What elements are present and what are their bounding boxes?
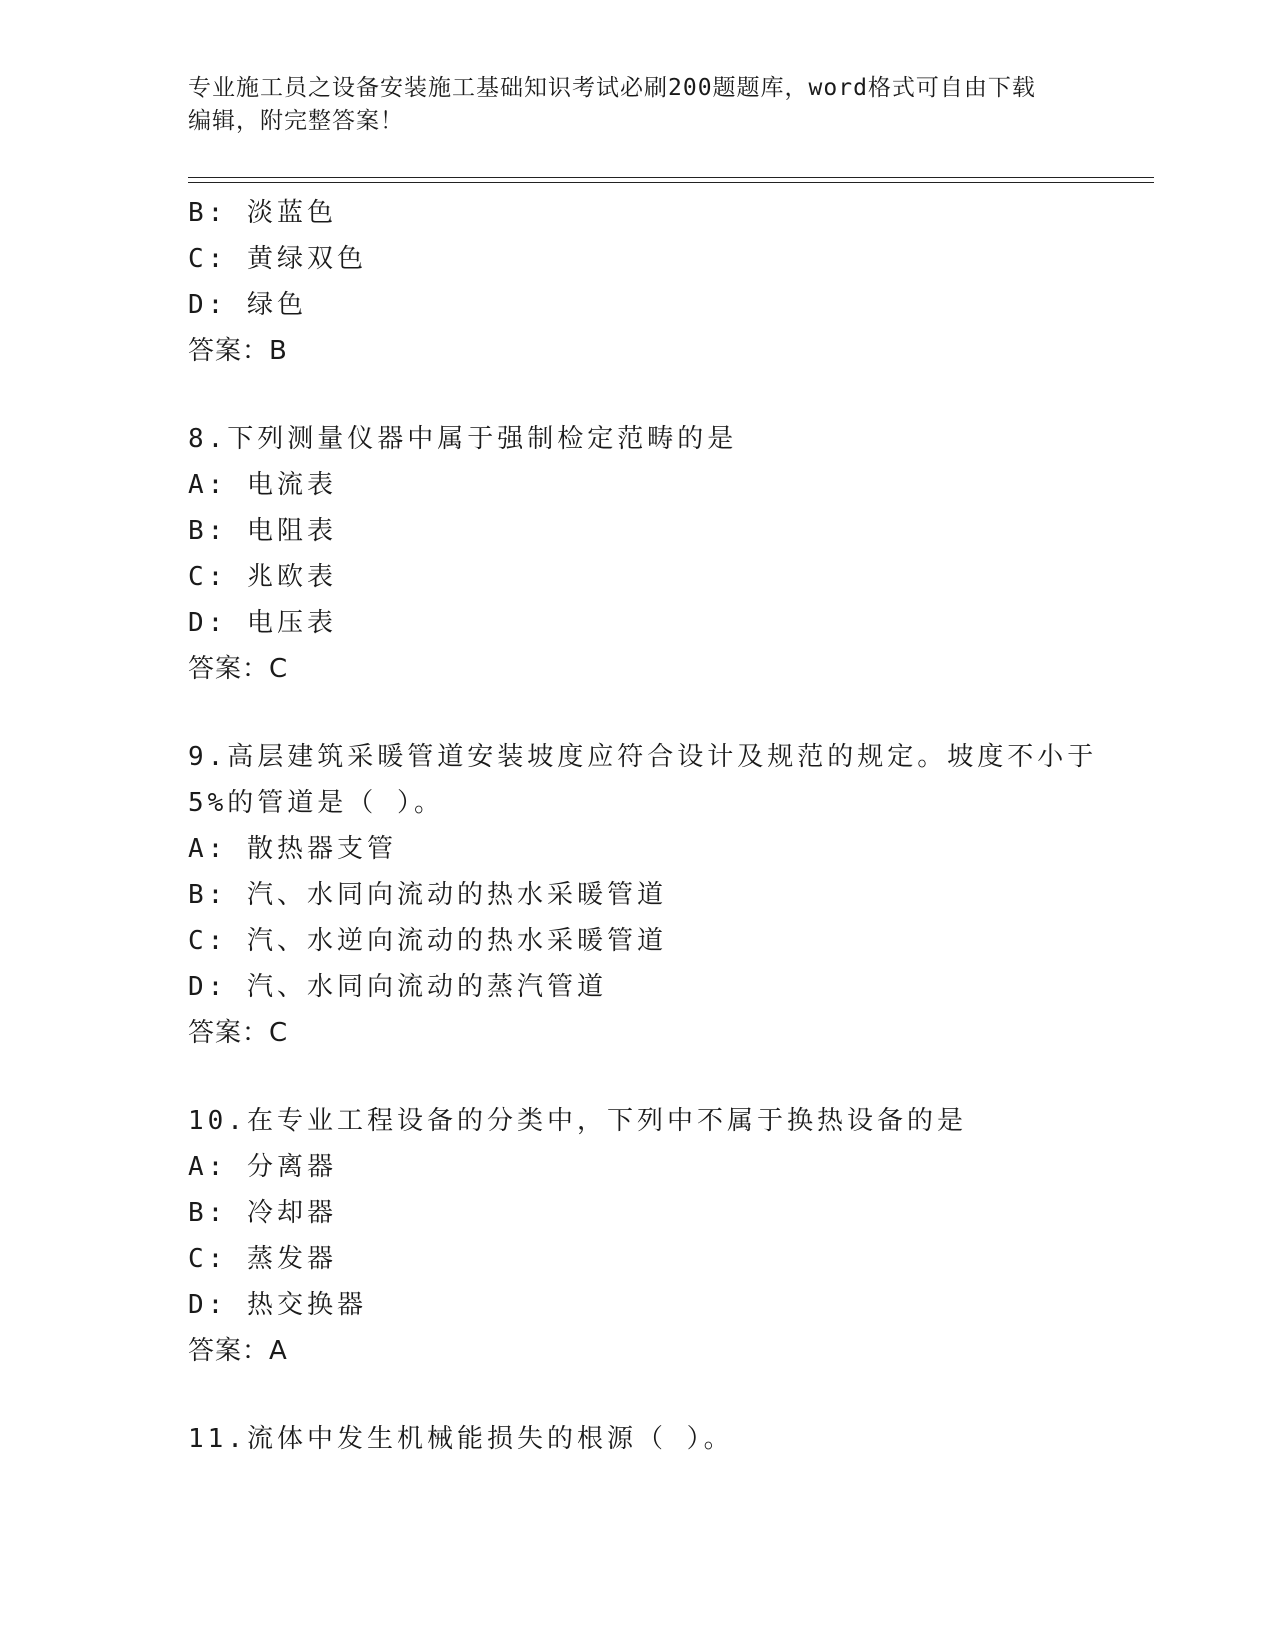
q8-option-a: A: 电流表 <box>188 470 337 500</box>
spacer <box>188 1056 1154 1098</box>
q8-answer: 答案：C <box>188 654 289 684</box>
question-8-block <box>188 416 1154 692</box>
spacer <box>188 692 1154 734</box>
q10-option-c: C: 蒸发器 <box>188 1244 337 1274</box>
q9-option-a: A: 散热器支管 <box>188 834 397 864</box>
spacer <box>188 374 1154 416</box>
question-10-block <box>188 1098 1154 1374</box>
q9-answer: 答案：C <box>188 1018 289 1048</box>
q8-question: 8.下列测量仪器中属于强制检定范畴的是 <box>188 424 738 454</box>
q9-option-b: B: 汽、水同向流动的热水采暖管道 <box>188 880 667 910</box>
q9-option-c: C: 汽、水逆向流动的热水采暖管道 <box>188 926 667 956</box>
question-list <box>188 190 1154 1462</box>
q9-option-d: D: 汽、水同向流动的蒸汽管道 <box>188 972 607 1002</box>
q9-question-line-2: 5%的管道是（ ）。 <box>188 788 444 818</box>
q7-option-b: B: 淡蓝色 <box>188 198 337 228</box>
q7-answer: 答案：B <box>188 336 288 366</box>
question-7-block <box>188 190 1154 374</box>
header-line-2: 编辑，附完整答案！ <box>188 108 404 134</box>
q10-question: 10.在专业工程设备的分类中，下列中不属于换热设备的是 <box>188 1106 967 1136</box>
header-rule-bottom <box>188 182 1154 183</box>
q11-question: 11.流体中发生机械能损失的根源（ ）。 <box>188 1424 734 1454</box>
q8-option-b: B: 电阻表 <box>188 516 337 546</box>
q9-question-line-1: 9.高层建筑采暖管道安装坡度应符合设计及规范的规定。坡度不小于 <box>188 742 1098 772</box>
q10-option-b: B: 冷却器 <box>188 1198 337 1228</box>
q10-option-d: D: 热交换器 <box>188 1290 367 1320</box>
document-header <box>188 72 1088 138</box>
header-line-1: 专业施工员之设备安装施工基础知识考试必刷200题题库，word格式可自由下载 <box>188 75 1036 101</box>
q7-option-d: D: 绿色 <box>188 290 307 320</box>
question-11-block <box>188 1416 1154 1462</box>
q10-answer: 答案：A <box>188 1336 288 1366</box>
q10-option-a: A: 分离器 <box>188 1152 337 1182</box>
spacer <box>188 1374 1154 1416</box>
header-rule-top <box>188 177 1154 178</box>
q7-option-c: C: 黄绿双色 <box>188 244 367 274</box>
q8-option-d: D: 电压表 <box>188 608 337 638</box>
q8-option-c: C: 兆欧表 <box>188 562 337 592</box>
question-9-block <box>188 734 1154 1056</box>
